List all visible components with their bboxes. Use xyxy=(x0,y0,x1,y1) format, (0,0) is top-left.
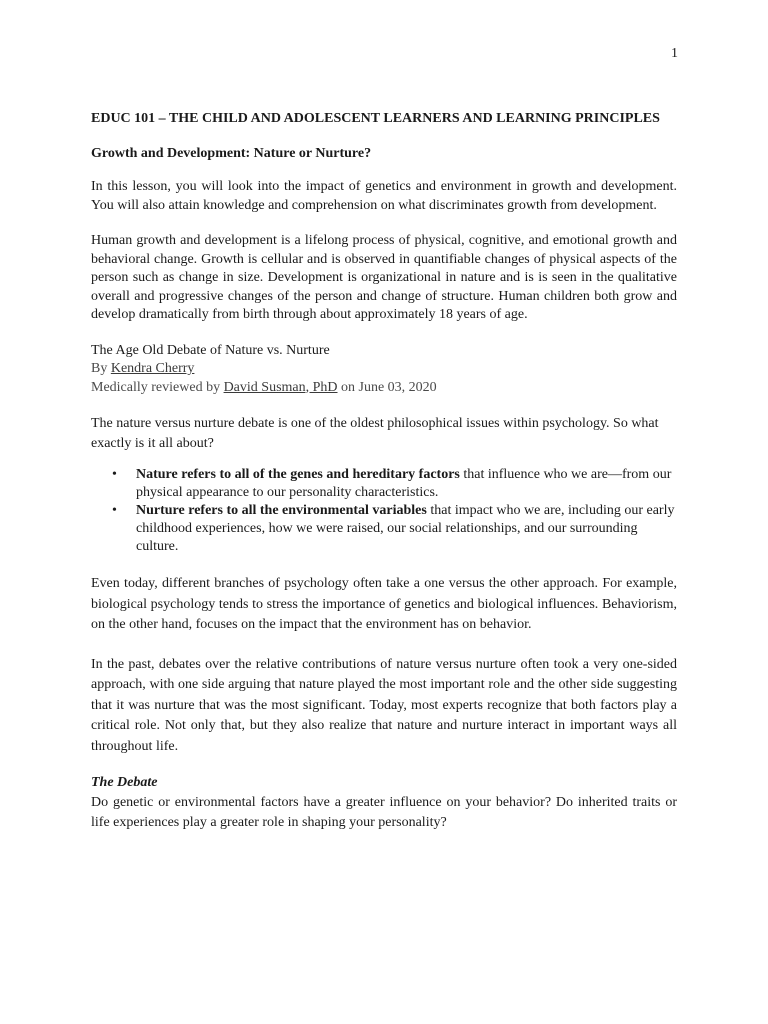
document-body xyxy=(91,110,677,834)
bullet-icon: • xyxy=(112,467,117,482)
list-item-bold: Nurture refers to all the environmental variables xyxy=(136,503,427,518)
list-item-text: that impact who we are, including our early childhood experiences, how we were raised, our social relationships, and our surrounding culture. xyxy=(136,503,675,554)
author-link[interactable]: Kendra Cherry xyxy=(110,361,195,376)
definition-paragraph: Human growth and development is a lifelong process of physical, cognitive, and emotional growth and behavioral change. Growth is cellular and is observed in quantifiable changes of physical aspects of the person such as change in size. Development is organizational in nature and is is seen in the qualitative overall and progressive changes of the person and change of structure. Human children both grow and develop dramatically from birth through about approximately 18 years of age. xyxy=(91,233,677,322)
list-item xyxy=(112,466,677,502)
list-item xyxy=(112,502,677,556)
reviewed-date: on June 03, 2020 xyxy=(337,379,437,395)
article-title: The Age Old Debate of Nature vs. Nurture xyxy=(91,342,330,358)
review-line xyxy=(91,379,677,398)
lesson-title: Growth and Development: Nature or Nurture? xyxy=(91,146,372,161)
debate-heading: The Debate xyxy=(91,775,158,790)
reviewed-prefix: Medically reviewed by xyxy=(91,379,224,395)
past-paragraph: In the past, debates over the relative contributions of nature versus nurture often took a very one-sided approach, with one side arguing that nature played the most important role and the other side suggesting that it was nurture that was the most significant. Today, most experts recognize that both factors play a critical role. Not only that, but they also realize that nature and nurture interact in important ways all throughout life. xyxy=(91,656,677,754)
list-item-text: that influence who we are—from our physical appearance to our personality characteristics. xyxy=(136,467,672,500)
course-title: EDUC 101 – THE CHILD AND ADOLESCENT LEARNERS AND LEARNING PRINCIPLES xyxy=(91,111,660,126)
branches-paragraph: Even today, different branches of psychology often take a one versus the other approach. For example, biological psychology tends to stress the importance of genetics and biological influences. Behaviorism, on the other hand, focuses on the impact that the environment has on behavior. xyxy=(91,576,677,632)
bullet-icon: • xyxy=(112,503,117,518)
intro-paragraph: In this lesson, you will look into the impact of genetics and environment in growth and development. You will also attain knowledge and comprehension on what discriminates growth from development. xyxy=(91,179,677,213)
list-item-bold: Nature refers to all of the genes and hereditary factors xyxy=(136,467,460,482)
debate-intro-paragraph: The nature versus nurture debate is one of the oldest philosophical issues within psychology. So what exactly is it all about? xyxy=(91,416,659,451)
page-number: 1 xyxy=(671,46,678,61)
article-citation xyxy=(91,342,677,398)
nature-nurture-list xyxy=(91,466,677,556)
article-byline xyxy=(91,360,677,379)
debate-paragraph: Do genetic or environmental factors have a greater influence on your behavior? Do inherited traits or life experiences play a greater role in shaping your personality? xyxy=(91,794,677,830)
by-prefix: By xyxy=(91,361,111,376)
reviewer-link[interactable]: David Susman, PhD xyxy=(223,379,338,395)
